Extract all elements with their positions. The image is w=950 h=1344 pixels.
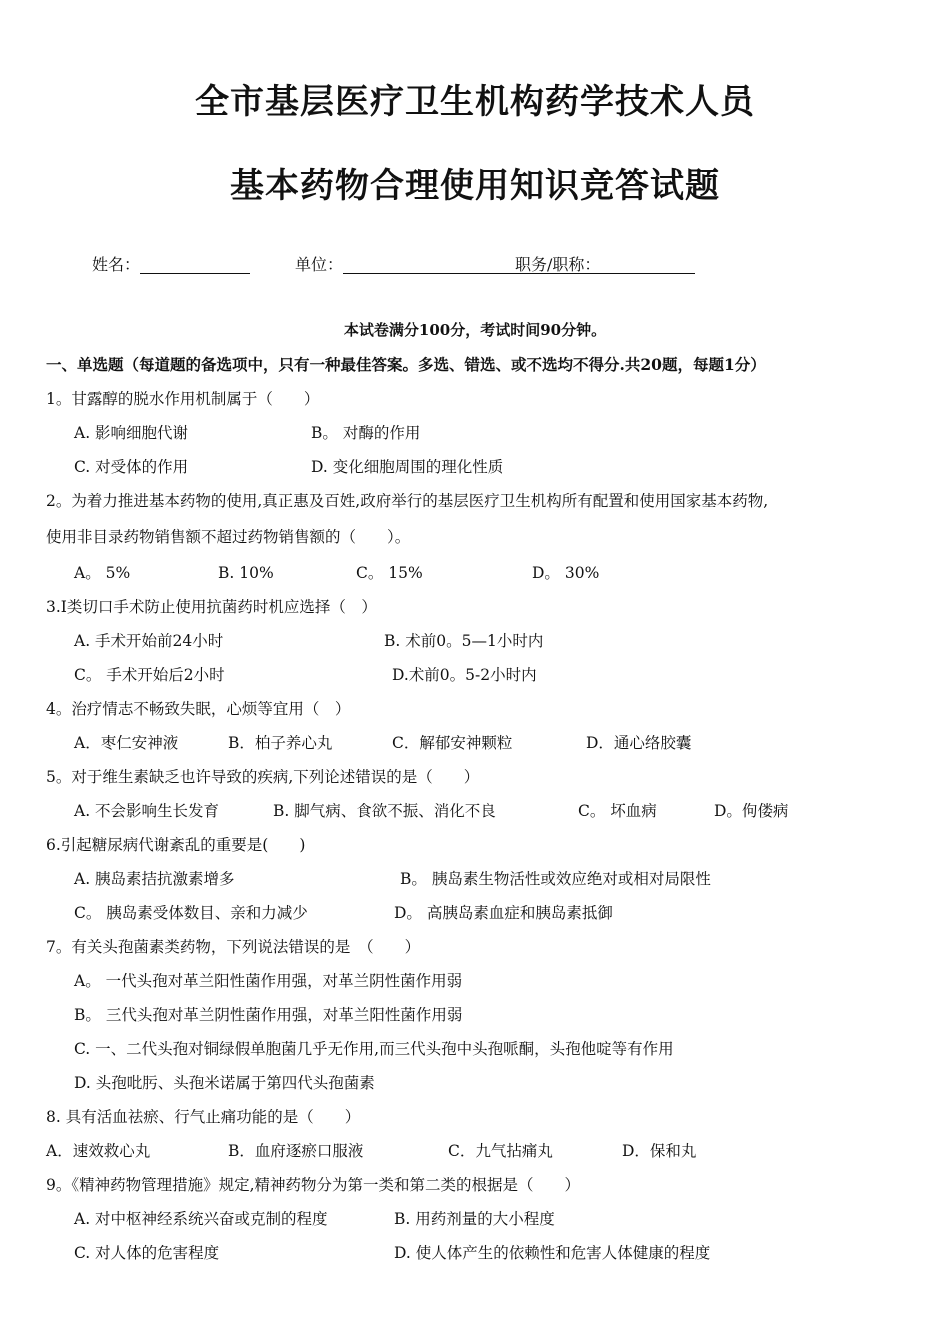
- q8-option-c: C．九气拈痛丸: [448, 1142, 553, 1160]
- q3-option-b: B. 术前0。5—1小时内: [384, 632, 544, 650]
- unit-label: 单位：: [295, 255, 344, 274]
- q3-option-c: C。 手术开始后2小时: [74, 666, 225, 684]
- exam-title-line2: 基本药物合理使用知识竞答试题: [230, 166, 720, 206]
- q9-option-c: C. 对人体的危害程度: [74, 1244, 220, 1262]
- q5-option-c: C。 坏血病: [578, 802, 657, 820]
- question-2-cont: 使用非目录药物销售额不超过药物销售额的（ ）。: [46, 528, 411, 546]
- name-field: [92, 252, 250, 275]
- q2-option-b: B. 10%: [218, 564, 274, 582]
- question-7: 7。有关头孢菌素类药物，下列说法错误的是 （ ）: [46, 938, 421, 956]
- q7-option-a: A。 一代头孢对革兰阳性菌作用强，对革兰阴性菌作用弱: [74, 972, 463, 990]
- q2-option-d: D。 30%: [532, 564, 600, 582]
- q6-option-c: C。 胰岛素受体数目、亲和力减少: [74, 904, 308, 922]
- q9-option-a: A. 对中枢神经系统兴奋或克制的程度: [74, 1210, 328, 1228]
- q7-option-b: B。 三代头孢对革兰阴性菌作用强，对革兰阳性菌作用弱: [74, 1006, 463, 1024]
- q9-option-d: D. 使人体产生的依赖性和危害人体健康的程度: [394, 1244, 711, 1262]
- q5-option-a: A. 不会影响生长发育: [74, 802, 220, 820]
- exam-note: 本试卷满分100分，考试时间90分钟。: [343, 321, 607, 339]
- question-9: 9。《精神药物管理措施》规定,精神药物分为第一类和第二类的根据是（ ）: [46, 1176, 581, 1194]
- q3-option-d: D.术前0。5-2小时内: [392, 666, 537, 684]
- position-label: 职务/职称：: [515, 255, 601, 274]
- q1-option-b: B。 对酶的作用: [311, 424, 421, 442]
- q2-option-a: A。 5%: [74, 564, 131, 582]
- q1-option-a: A. 影响细胞代谢: [74, 424, 189, 442]
- q6-option-d: D。 高胰岛素血症和胰岛素抵御: [394, 904, 613, 922]
- section-heading: 一、单选题（每道题的备选项中，只有一种最佳答案。多选、错选、或不选均不得分.共20题，每题1分）: [46, 355, 766, 374]
- q4-option-a: A．枣仁安神液: [74, 734, 179, 752]
- q1-option-c: C. 对受体的作用: [74, 458, 189, 476]
- q5-option-b: B. 脚气病、食欲不振、消化不良: [273, 802, 496, 820]
- q8-option-d: D．保和丸: [622, 1142, 697, 1160]
- name-blank[interactable]: [140, 255, 250, 274]
- exam-title-line1: 全市基层医疗卫生机构药学技术人员: [195, 82, 755, 122]
- q7-option-d: D. 头孢吡肟、头孢米诺属于第四代头孢菌素: [74, 1074, 375, 1092]
- name-label: 姓名：: [92, 255, 141, 274]
- question-4: 4。治疗情志不畅致失眠，心烦等宜用（ ）: [46, 700, 351, 718]
- q1-option-d: D. 变化细胞周围的理化性质: [311, 458, 504, 476]
- question-6: 6.引起糖尿病代谢紊乱的重要是( ): [46, 836, 306, 854]
- q5-option-d: D。佝偻病: [714, 802, 789, 820]
- q3-option-a: A. 手术开始前24小时: [74, 632, 224, 650]
- q4-option-d: D．通心络胶囊: [586, 734, 692, 752]
- q8-option-a: A．速效救心丸: [46, 1142, 151, 1160]
- q2-option-c: C。 15%: [356, 564, 423, 582]
- question-3: 3.Ⅰ类切口手术防止使用抗菌药时机应选择（ ）: [46, 598, 377, 616]
- q4-option-c: C．解郁安神颗粒: [392, 734, 513, 752]
- q8-option-b: B．血府逐瘀口服液: [228, 1142, 364, 1160]
- position-field: [515, 252, 600, 275]
- q9-option-b: B. 用药剂量的大小程度: [394, 1210, 555, 1228]
- q4-option-b: B．柏子养心丸: [228, 734, 333, 752]
- unit-field: [295, 252, 695, 275]
- q6-option-a: A. 胰岛素拮抗激素增多: [74, 870, 235, 888]
- question-5: 5。对于维生素缺乏也许导致的疾病,下列论述错误的是（ ）: [46, 768, 480, 786]
- q7-option-c: C. 一、二代头孢对铜绿假单胞菌几乎无作用,而三代头孢中头孢哌酮，头孢他啶等有作用: [74, 1040, 674, 1058]
- question-2: 2。为着力推进基本药物的使用,真正惠及百姓,政府举行的基层医疗卫生机构所有配置和使用国家基本药物,: [46, 492, 769, 510]
- question-8: 8. 具有活血祛瘀、行气止痛功能的是（ ）: [46, 1108, 361, 1126]
- question-1: 1。甘露醇的脱水作用机制属于（ ）: [46, 390, 320, 408]
- q6-option-b: B。 胰岛素生物活性或效应绝对或相对局限性: [400, 870, 711, 888]
